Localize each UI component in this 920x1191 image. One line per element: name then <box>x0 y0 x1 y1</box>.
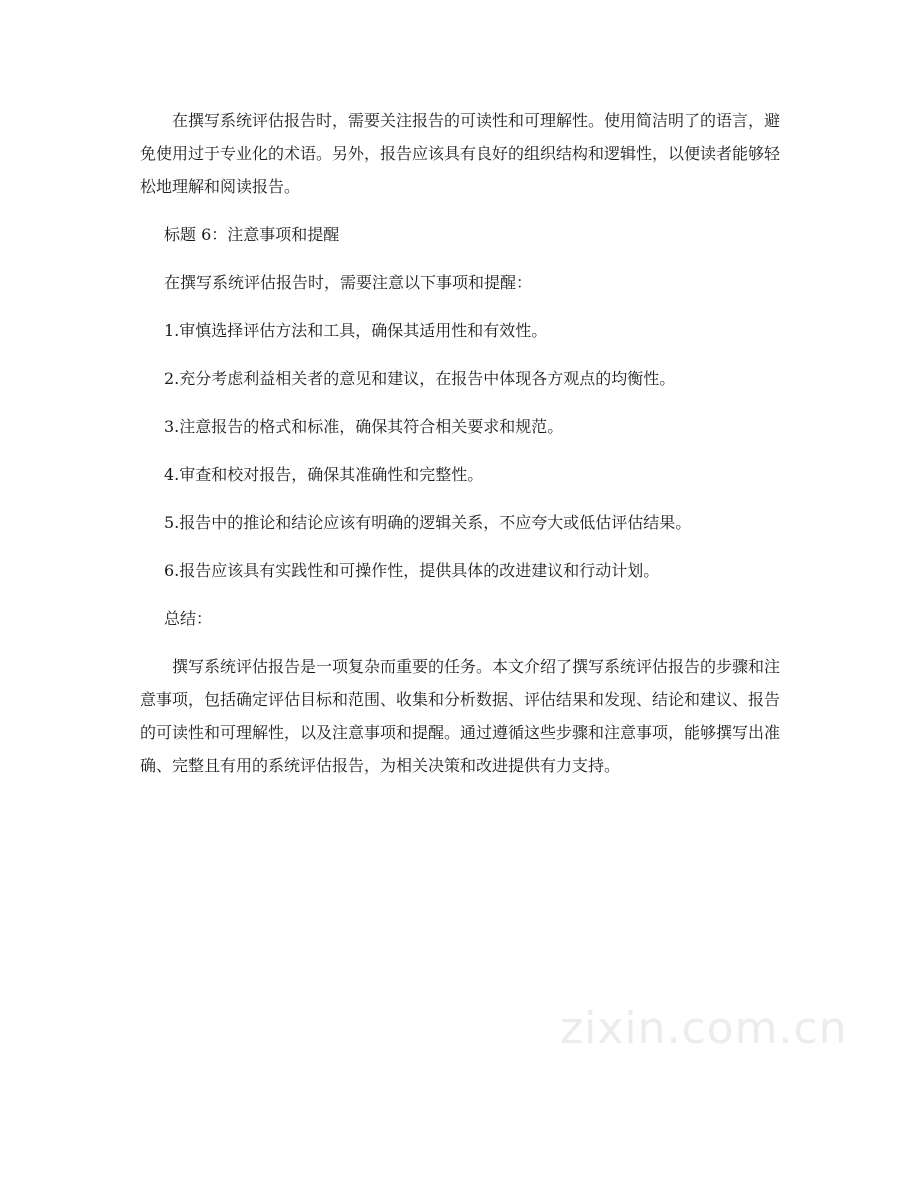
watermark: zixin.com.cn <box>560 1003 848 1054</box>
section-intro-6: 在撰写系统评估报告时，需要注意以下事项和提醒： <box>164 273 533 292</box>
paragraph-readability: 在撰写系统评估报告时，需要关注报告的可读性和可理解性。使用简洁明了的语言，避免使用过于专业化的术语。另外，报告应该具有良好的组织结构和逻辑性，以便读者能够轻松地理解和阅读报告。 <box>140 111 781 196</box>
summary-heading: 总结： <box>164 609 213 628</box>
summary-paragraph: 撰写系统评估报告是一项复杂而重要的任务。本文介绍了撰写系统评估报告的步骤和注意事项，包括确定评估目标和范围、收集和分析数据、评估结果和发现、结论和建议、报告的可读性和可理解性，以及注意事项和提醒。通过遵循这些步骤和注意事项，能够撰写出准确、完整且有用的系统评估报告，为相关决策和改进提供有力支持。 <box>140 657 781 775</box>
list-item: 2.充分考虑利益相关者的意见和建议，在报告中体现各方观点的均衡性。 <box>164 369 676 388</box>
list-item: 6.报告应该具有实践性和可操作性，提供具体的改进建议和行动计划。 <box>164 561 660 580</box>
section-heading-6: 标题 6：注意事项和提醒 <box>164 225 340 244</box>
list-item: 3.注意报告的格式和标准，确保其符合相关要求和规范。 <box>164 417 564 436</box>
list-item: 5.报告中的推论和结论应该有明确的逻辑关系，不应夸大或低估评估结果。 <box>164 513 692 532</box>
list-item: 4.审查和校对报告，确保其准确性和完整性。 <box>164 465 484 484</box>
document-body <box>140 104 780 797</box>
list-item: 1.审慎选择评估方法和工具，确保其适用性和有效性。 <box>164 321 548 340</box>
